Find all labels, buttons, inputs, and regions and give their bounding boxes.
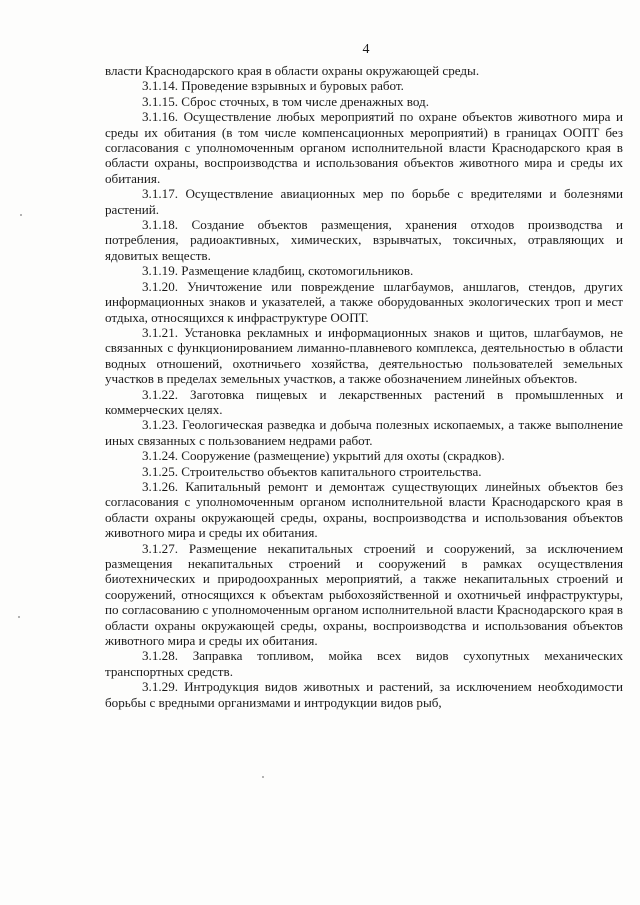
paragraph-3-1-25: 3.1.25. Строительство объектов капитального строительства. <box>142 463 482 479</box>
paragraph-3-1-23: 3.1.23. Геологическая разведка и добыча полезных ископаемых, а также выполнение иных связанных с пользованием недрами работ. <box>105 417 623 448</box>
paragraph-3-1-24: 3.1.24. Сооружение (размещение) укрытий для охоты (скрадков). <box>142 448 505 464</box>
paragraph-3-1-26: 3.1.26. Капитальный ремонт и демонтаж существующих линейных объектов без согласования с уполномоченным органом исполнительной власти Краснодарского края в области охраны окружающей среды, охраны, воспроизводства и использования объектов животного мира и среды их обитания. <box>105 478 623 541</box>
paragraph-3-1-17: 3.1.17. Осуществление авиационных мер по борьбе с вредителями и болезнями растений. <box>105 186 623 217</box>
paragraph-3-1-29: 3.1.29. Интродукция видов животных и растений, за исключением необходимости борьбы с вредными организмами и интродукции видов рыб, <box>105 679 623 710</box>
paragraph-3-1-14: 3.1.14. Проведение взрывных и буровых работ. <box>142 78 404 94</box>
scan-speck <box>20 214 22 216</box>
paragraph-3-1-28: 3.1.28. Заправка топливом, мойка всех видов сухопутных механических транспортных средств. <box>105 648 623 679</box>
scan-speck <box>262 776 264 778</box>
page-number: 4 <box>362 42 370 57</box>
paragraph-3-1-16: 3.1.16. Осуществление любых мероприятий по охране объектов животного мира и среды их обитания (в том числе компенсационных мероприятий) в границах ООПТ без согласования с уполномоченным органом исполнительной власти Краснодарского края в области охраны, воспроизводства и использования объектов животного мира и среды их обитания. <box>105 109 623 186</box>
paragraph-3-1-22: 3.1.22. Заготовка пищевых и лекарственных растений в промышленных и коммерческих целях. <box>105 386 623 417</box>
paragraph-3-1-18: 3.1.18. Создание объектов размещения, хранения отходов производства и потребления, радиоактивных, химических, взрывчатых, токсичных, отравляющих и ядовитых веществ. <box>105 217 623 263</box>
paragraph-3-1-20: 3.1.20. Уничтожение или повреждение шлагбаумов, аншлагов, стендов, других информационных знаков и указателей, а также оборудованных экологических троп и мест отдыха, относящихся к инфраструктуре ООПТ. <box>105 278 623 325</box>
paragraph-continuation: власти Краснодарского края в области охраны окружающей среды. <box>105 63 480 78</box>
paragraph-3-1-21: 3.1.21. Установка рекламных и информационных знаков и щитов, шлагбаумов, не связанных с функционированием лиманно-плавневого комплекса, деятельностью в области водных отношений, охотничьего хозяйства, деятельностью пользователей земельных участков в пределах земельных участков, а также обозначением линейных объектов. <box>105 324 623 387</box>
scan-speck <box>18 616 20 618</box>
paragraph-3-1-19: 3.1.19. Размещение кладбищ, скотомогильников. <box>142 263 414 279</box>
document-body <box>105 63 623 710</box>
paragraph-3-1-27: 3.1.27. Размещение некапитальных строений и сооружений, за исключением размещения некапитальных строений и сооружений в рамках осуществления биотехнических и природоохранных мероприятий, а также некапитальных строений и сооружений, относящихся к объектам рыбохозяйственной и охотничьей инфраструктуры, по согласованию с уполномоченным органом исполнительной власти Краснодарского края в области охраны окружающей среды, охраны, воспроизводства и использования объектов животного мира и среды их обитания. <box>105 540 623 649</box>
paragraph-3-1-15: 3.1.15. Сброс сточных, в том числе дренажных вод. <box>142 93 429 109</box>
